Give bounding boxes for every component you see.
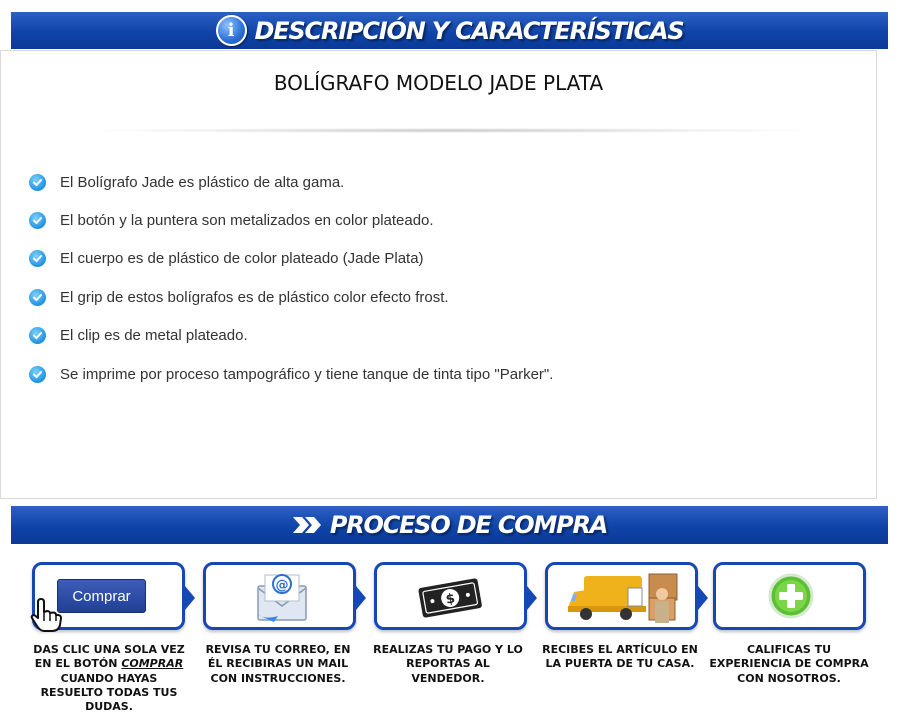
email-envelope-icon: [252, 568, 312, 626]
feature-item: [29, 317, 553, 355]
feature-text: El cuerpo es de plástico de color plateado (Jade Plata): [60, 250, 424, 268]
comprar-button[interactable]: Comprar: [57, 579, 146, 613]
step-arrow: [356, 586, 366, 610]
check-icon: [29, 327, 46, 344]
description-banner: [11, 12, 888, 49]
step-caption-email: REVISA TU CORREO, EN ÉL RECIBIRAS UN MAIL CON INSTRUCCIONES.: [205, 643, 351, 685]
step-card-rating: [713, 562, 866, 630]
double-chevron-icon: [292, 515, 322, 535]
title-divider: [101, 128, 801, 133]
feature-text: El botón y la puntera son metalizados en color plateado.: [60, 212, 434, 230]
step-card-delivery: [545, 562, 698, 630]
step-card-payment: [374, 562, 527, 630]
check-icon: [29, 366, 46, 383]
svg-text:$: $: [444, 591, 457, 608]
delivery-truck-icon: [564, 568, 694, 630]
feature-text: El clip es de metal plateado.: [60, 327, 248, 345]
check-icon: [29, 289, 46, 306]
money-bill-icon: [415, 573, 485, 621]
feature-item: [29, 201, 553, 239]
feature-list: [29, 163, 553, 393]
feature-item: [29, 278, 553, 316]
description-panel: [0, 50, 877, 499]
check-icon: [29, 212, 46, 229]
step-arrow: [698, 586, 708, 610]
check-icon: [29, 250, 46, 267]
feature-text: El grip de estos bolígrafos es de plástico color efecto frost.: [60, 288, 449, 306]
step-arrow: [185, 586, 195, 610]
step-caption-payment: REALIZAS TU PAGO Y LO REPORTAS AL VENDEDOR.: [373, 643, 523, 685]
step-arrow: [527, 586, 537, 610]
check-icon: [29, 174, 46, 191]
svg-text:@: @: [275, 578, 289, 593]
hand-cursor-icon: [29, 597, 63, 633]
info-icon: i: [216, 15, 247, 46]
step-caption-comprar: DAS CLIC UNA SOLA VEZ EN EL BOTÓN COMPRAR CUANDO HAYAS RESUELTO TODAS TUS DUDAS.: [33, 643, 185, 714]
description-banner-title: DESCRIPCIÓN Y CARACTERÍSTICAS: [254, 16, 684, 45]
step-card-comprar: [32, 562, 185, 630]
plus-circle-icon: [768, 573, 814, 619]
step-card-email: [203, 562, 356, 630]
feature-text: El Bolígrafo Jade es plástico de alta gama.: [60, 173, 345, 191]
step-caption-rating: CALIFICAS TU EXPERIENCIA DE COMPRA CON NOSOTROS.: [709, 643, 869, 685]
purchase-banner-title: PROCESO DE COMPRA: [329, 511, 608, 539]
comprar-emphasis: COMPRAR: [121, 657, 184, 671]
product-title: BOLÍGRAFO MODELO JADE PLATA: [273, 71, 604, 95]
feature-item: [29, 163, 553, 201]
step-caption-delivery: RECIBES EL ARTÍCULO EN LA PUERTA DE TU CASA.: [542, 643, 698, 671]
feature-item: [29, 240, 553, 278]
purchase-banner: [11, 506, 888, 544]
feature-text: Se imprime por proceso tampográfico y tiene tanque de tinta tipo "Parker".: [60, 365, 554, 383]
feature-item: [29, 355, 553, 393]
